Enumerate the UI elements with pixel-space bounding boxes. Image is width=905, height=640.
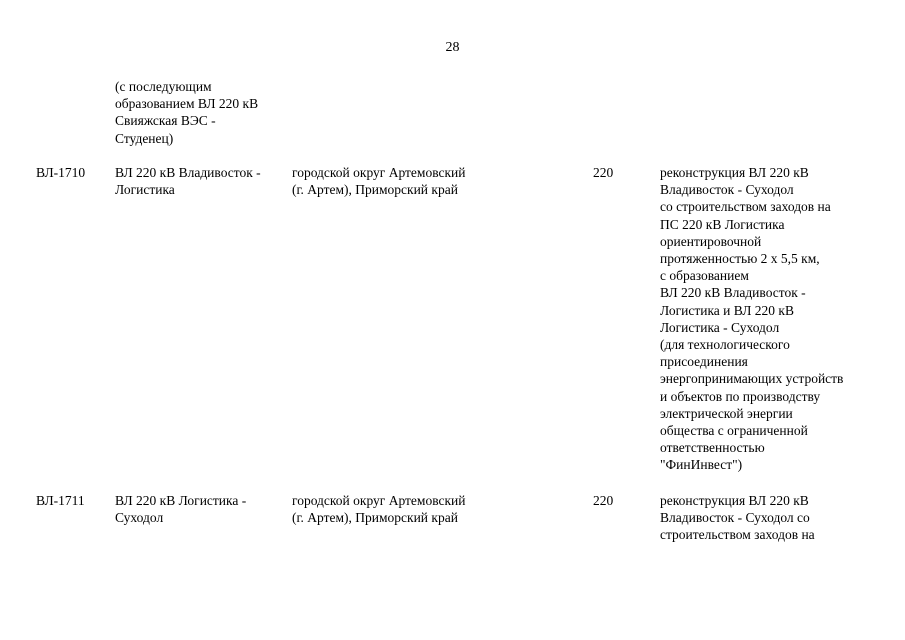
row-description: реконструкция ВЛ 220 кВ Владивосток - Суходол со строительством заходов на (660, 493, 815, 543)
page-number: 28 (445, 40, 460, 55)
row-line-name: ВЛ 220 кВ Владивосток - Логистика (115, 165, 261, 198)
row-line-name: ВЛ 220 кВ Логистика - Суходол (115, 493, 247, 526)
row-location: городской округ Артемовский (г. Артем), Приморский край (292, 493, 466, 526)
row-code: ВЛ-1711 (36, 493, 85, 508)
row-location: городской округ Артемовский (г. Артем), Приморский край (292, 165, 466, 198)
row-voltage: 220 (593, 165, 614, 180)
continuation-name-cell: (с последующим образованием ВЛ 220 кВ Свияжская ВЭС - Студенец) (115, 79, 259, 146)
row-description: реконструкция ВЛ 220 кВ Владивосток - Суходол со строительством заходов на ПС 220 кВ Логистика ориентировочной протяженностью 2 х 5,5 км, с образованием ВЛ 220 кВ Владивосток - Логистика и ВЛ 220 кВ Логистика - Суходол (для технологического присоединения энергопринимающих устройств и объектов по производству электрической энергии общества с ограниченной ответственностью "ФинИнвест") (660, 165, 844, 473)
row-voltage: 220 (593, 493, 614, 508)
row-code: ВЛ-1710 (36, 165, 86, 180)
